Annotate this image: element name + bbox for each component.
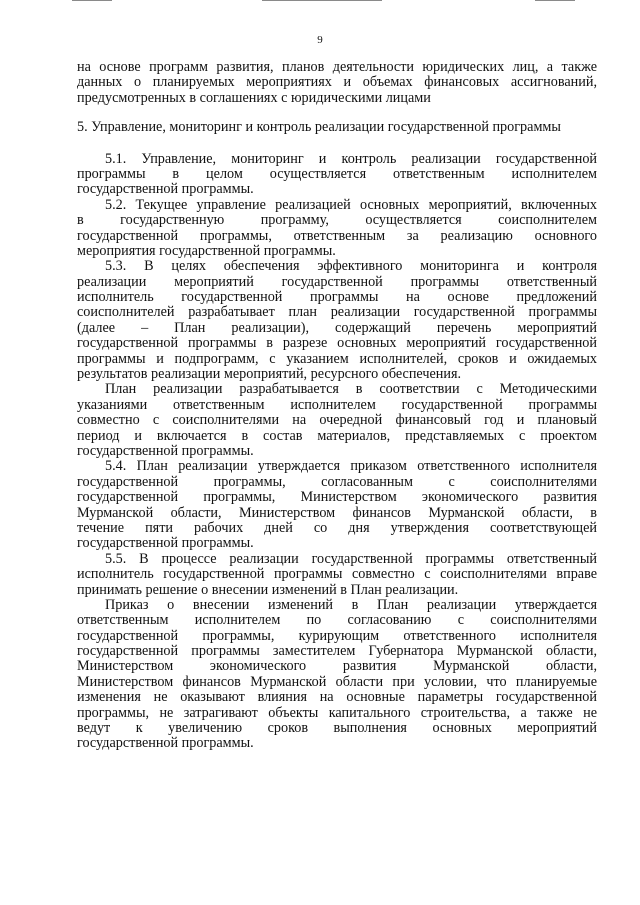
- text-line: государственной программы, курирующим ответственного исполнителя: [77, 627, 597, 644]
- text-line: на основе программ развития, планов деятельности юридических лиц, а также: [77, 59, 597, 75]
- text-line: Мурманской области, Министерством финансов Мурманской области, в: [77, 504, 597, 521]
- text-line: предусмотренных в соглашениях с юридическими лицами: [77, 89, 431, 106]
- text-line: 5.2. Текущее управление реализацией основных мероприятий, включенных: [105, 196, 597, 213]
- text-line: программы в целом осуществляется ответственным исполнителем: [77, 165, 597, 182]
- paragraph-5-3: [77, 259, 597, 382]
- top-rule-left: [72, 0, 112, 1]
- paragraph-5-4: [77, 459, 597, 551]
- text-line: Приказ о внесении изменений в План реализации утверждается: [105, 596, 597, 613]
- text-line: государственной программы.: [77, 735, 254, 752]
- text-line: изменения не оказывают влияния на основные параметры государственной: [77, 689, 597, 706]
- text-line: период и включается в состав материалов, представляемых с проектом: [77, 427, 597, 444]
- text-line: данных о планируемых мероприятиях и объемах финансовых ассигнований,: [77, 74, 597, 91]
- text-line: программы и подпрограмм, с указанием исполнителей, сроков и ожидаемых: [77, 350, 597, 367]
- text-line: результатов реализации мероприятий, ресурсного обеспечения.: [77, 366, 462, 383]
- text-line: принимать решение о внесении изменений в План реализации.: [77, 581, 459, 598]
- paragraph-plan-development: [77, 382, 597, 459]
- text-line: государственной программы.: [77, 535, 254, 552]
- top-rule-right: [535, 0, 575, 1]
- text-line: 5.3. В целях обеспечения эффективного мониторинга и контроля: [105, 258, 597, 275]
- text-line: реализации мероприятий государственной программы ответственный: [77, 273, 597, 290]
- page-number: 9: [317, 34, 323, 46]
- text-line: течение пяти рабочих дней со дня утверждения соответствующей: [77, 519, 597, 536]
- paragraph-order-changes: [77, 598, 597, 752]
- text-line: 5.4. План реализации утверждается приказом ответственного исполнителя: [105, 458, 597, 475]
- text-line: мероприятия государственной программы.: [77, 242, 336, 259]
- text-line: 5.5. В процессе реализации государственной программы ответственный: [105, 550, 597, 567]
- text-line: государственной программы, Министерством экономического развития: [77, 489, 597, 506]
- text-line: Министерством экономического развития Мурманской области,: [77, 658, 597, 675]
- text-line: совместно с соисполнителями на очередной финансовый год и плановый: [77, 412, 597, 429]
- text-line: государственной программы, ответственным за реализацию основного: [77, 227, 597, 244]
- text-line: государственной программы заместителем Губернатора Мурманской области,: [77, 643, 597, 660]
- text-line: государственной программы, согласованным с соисполнителями: [77, 473, 597, 490]
- paragraph-5-5: [77, 552, 597, 598]
- paragraph-5-1: [77, 152, 597, 198]
- text-line: ведут к увеличению сроков выполнения основных мероприятий: [77, 720, 597, 737]
- text-line: исполнитель государственной программы на основе предложений: [77, 289, 597, 306]
- text-line: 5.1. Управление, мониторинг и контроль реализации государственной: [105, 150, 597, 167]
- text-line: ответственным исполнителем по согласованию с соисполнителями: [77, 612, 597, 629]
- text-line: программы, не затрагивают объекты капитального строительства, а также не: [77, 704, 597, 721]
- text-line: указаниями ответственным исполнителем государственной программы: [77, 396, 597, 413]
- text-line: исполнитель государственной программы совместно с соисполнителями вправе: [77, 566, 597, 583]
- top-rule-center: [262, 0, 382, 1]
- paragraph-5-2: [77, 198, 597, 260]
- text-line: соисполнителей разрабатывает план реализации государственной программы: [77, 304, 597, 321]
- section-heading: 5. Управление, мониторинг и контроль реализации государственной программы: [77, 119, 561, 136]
- text-line: (далее – План реализации), содержащий перечень мероприятий: [77, 319, 597, 336]
- text-line: в государственную программу, осуществляется соисполнителем: [77, 212, 597, 229]
- text-line: План реализации разрабатывается в соответствии с Методическими: [105, 381, 597, 398]
- text-line: государственной программы.: [77, 443, 254, 459]
- text-line: Министерством финансов Мурманской области при условии, что планируемые: [77, 673, 597, 690]
- text-line: государственной программы.: [77, 181, 254, 198]
- intro-paragraph: [77, 60, 597, 106]
- document-body: [77, 60, 597, 752]
- text-line: государственной программы в разрезе основных мероприятий государственной: [77, 335, 597, 352]
